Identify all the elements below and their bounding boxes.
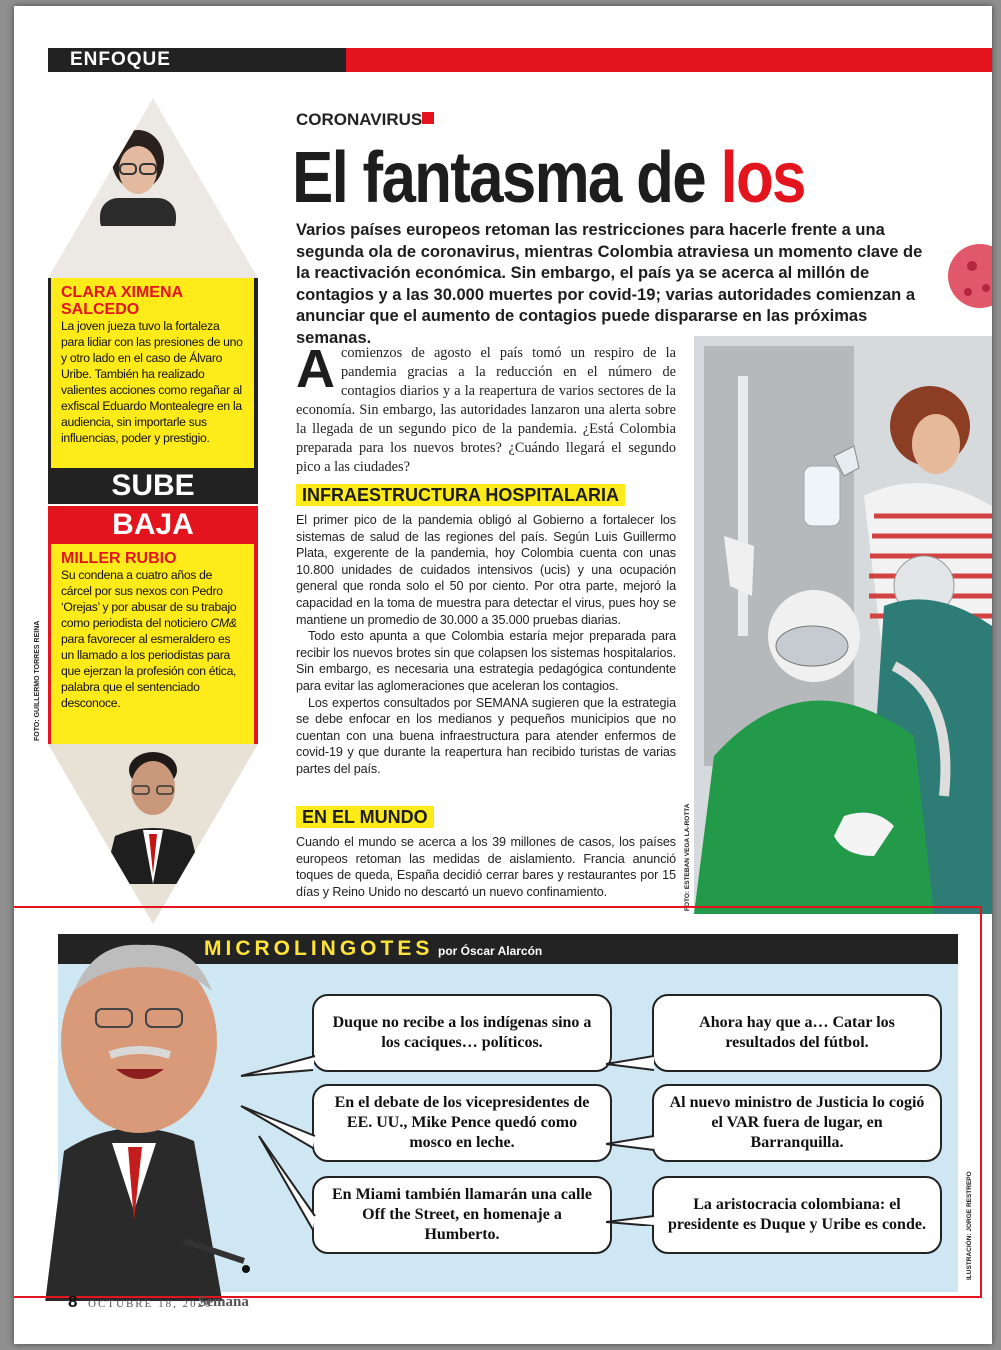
microlingotes-title: MICROLINGOTES [204,937,434,960]
microlingotes-byline: por Óscar Alarcón [438,944,543,958]
illustration-credit: ILUSTRACIÓN: JORGE RESTREPO [966,1171,973,1280]
down-person-photo [48,744,258,924]
title-black: El fantasma de [292,138,705,218]
issue-date: OCTUBRE 18, 2020 [88,1298,213,1310]
highlight-frame [14,906,982,1298]
down-text-part: para favorecer al esmeraldero es un llamado a los periodistas para que ejerzan la profesión con ética, palabra que el sentenciado desconoce. [61,632,237,710]
virus-icon [932,226,992,336]
quote-bubble: Duque no recibe a los indígenas sino a los caciques… políticos. [312,994,612,1072]
up-person-box [48,278,258,468]
up-person-text: La joven jueza tuvo la fortaleza para lidiar con las presiones de uno y otro lado en el caso de Álvaro Uribe. También ha realizado valientes acciones como regañar al exfiscal Eduardo Montealegre en la audiencia, sin importarle sus influencias, poder y prestigio. [61,319,243,445]
woman-portrait-icon [98,126,178,226]
quote-bubble: Ahora hay que a… Catar los resultados del fútbol. [652,994,942,1072]
down-person-box [48,544,258,744]
left-photo-credit: FOTO: GUILLERMO TORRES REINA [34,620,41,741]
quote-bubble: Al nuevo ministro de Justicia lo cogió el VAR fuera de lugar, en Barranquilla. [652,1084,942,1162]
down-person-name: MILLER RUBIO [61,550,177,567]
down-person-text [61,567,244,711]
quote-bubble: En Miami también llamarán una calle Off the Street, en homenaje a Humberto. [312,1176,612,1254]
title-red: los [720,138,805,218]
paragraph: Todo esto apunta a que Colombia estaría mejor preparada para recibir los nuevos brotes sin que colapsen los sistemas hospitalarios. Sin embargo, es necesaria una estrategia pedagógica contundente para evitar las aglomeraciones que aceleran los contagios. [296,629,676,693]
subhead-infraestructura: INFRAESTRUCTURA HOSPITALARIA [296,484,625,506]
quote-bubble: En el debate de los vicepresidentes de EE. UU., Mike Pence quedó como mosco en leche. [312,1084,612,1162]
hospital-scene-icon [694,336,992,914]
article-kicker: CORONAVIRUS [296,110,423,129]
section-tag: ENFOQUE [48,48,346,72]
magazine-page [14,6,992,1344]
header-red-bar [346,48,992,72]
drop-cap: A [296,339,335,399]
up-person-name: CLARA XIMENA SALCEDO [61,284,183,318]
intro-text: comienzos de agosto el país tomó un respiro de la pandemia gracias a la reducción en el número de contagios diarios y a la reapertura de varios sectores de la economía. Sin embargo, las autoridades lanzaron una alerta sobre la llegada de un segundo pico de la pandemia. ¿Está Colombia preparada para los nuevos brotes? ¿Cuándo llegará el segundo pico a las ciudades? [296,345,676,475]
paragraph: Los expertos consultados por SEMANA sugieren que la estrategia se debe enfocar en los medianos y pequeños municipios que no cuentan con una buena infraestructura para atender enfermos de covid-19 y que durante la reapertura han recibido turistas de varias partes del país. [296,695,676,776]
paragraph: El primer pico de la pandemia obligó al Gobierno a fortalecer los sistemas de salud de las regiones del país. Según Luis Guillermo Plata, exgerente de la pandemia, hoy Colombia cuenta con unas 10.800 unidades de cuidados intensivos (ucis) y una ocupación general que ronda solo el 50 por ciento. Por otra parte, mejoró la capacidad en la toma de muestra para detectar el virus, pues hoy se mantiene un promedio de 30.000 a 35.000 pruebas diarias. [296,513,676,627]
subhead-mundo: EN EL MUNDO [296,806,434,828]
right-photo-credit: FOTO: ESTEBAN VEGA LA-ROTTA [684,803,691,911]
man-portrait-icon [93,744,213,884]
page-number: 8 [68,1292,78,1311]
article-body [296,512,676,778]
magazine-name: Semana [198,1294,249,1310]
article-title [292,138,805,218]
down-text-part: Su condena a cuatro años de cárcel por sus nexos con Pedro ‘Orejas’ y por abusar de su trabajo como periodista del noticiero [61,568,237,630]
down-text-emphasis: CM& [210,616,237,630]
kicker-square [422,112,434,124]
quote-bubble: La aristocracia colombiana: el presidente es Duque y Uribe es conde. [652,1176,942,1254]
paragraph-mundo: Cuando el mundo se acerca a los 39 millones de casos, los países europeos retoman las medidas de aislamiento. Francia anunció toques de queda, España decidió cerrar bares y restaurantes por 15 días y Reino Unido no descartó un nuevo confinamiento. [296,835,676,899]
sube-label: SUBE [48,468,258,504]
article-lead: Varios países europeos retoman las restricciones para hacerle frente a una segunda ola de coronavirus, mientras Colombia atraviesa un momento clave de la reactivación económica. Sin embargo, el país ya se acerca al millón de contagios y a las 30.000 muertes por covid-19; varias autoridades comienzan a anunciar que el aumento de contagios puede dispararse en las próximas semanas. [296,221,923,347]
up-person-photo [48,98,258,278]
baja-label: BAJA [48,506,258,544]
article-intro [296,339,676,477]
hospital-photo [694,336,992,914]
